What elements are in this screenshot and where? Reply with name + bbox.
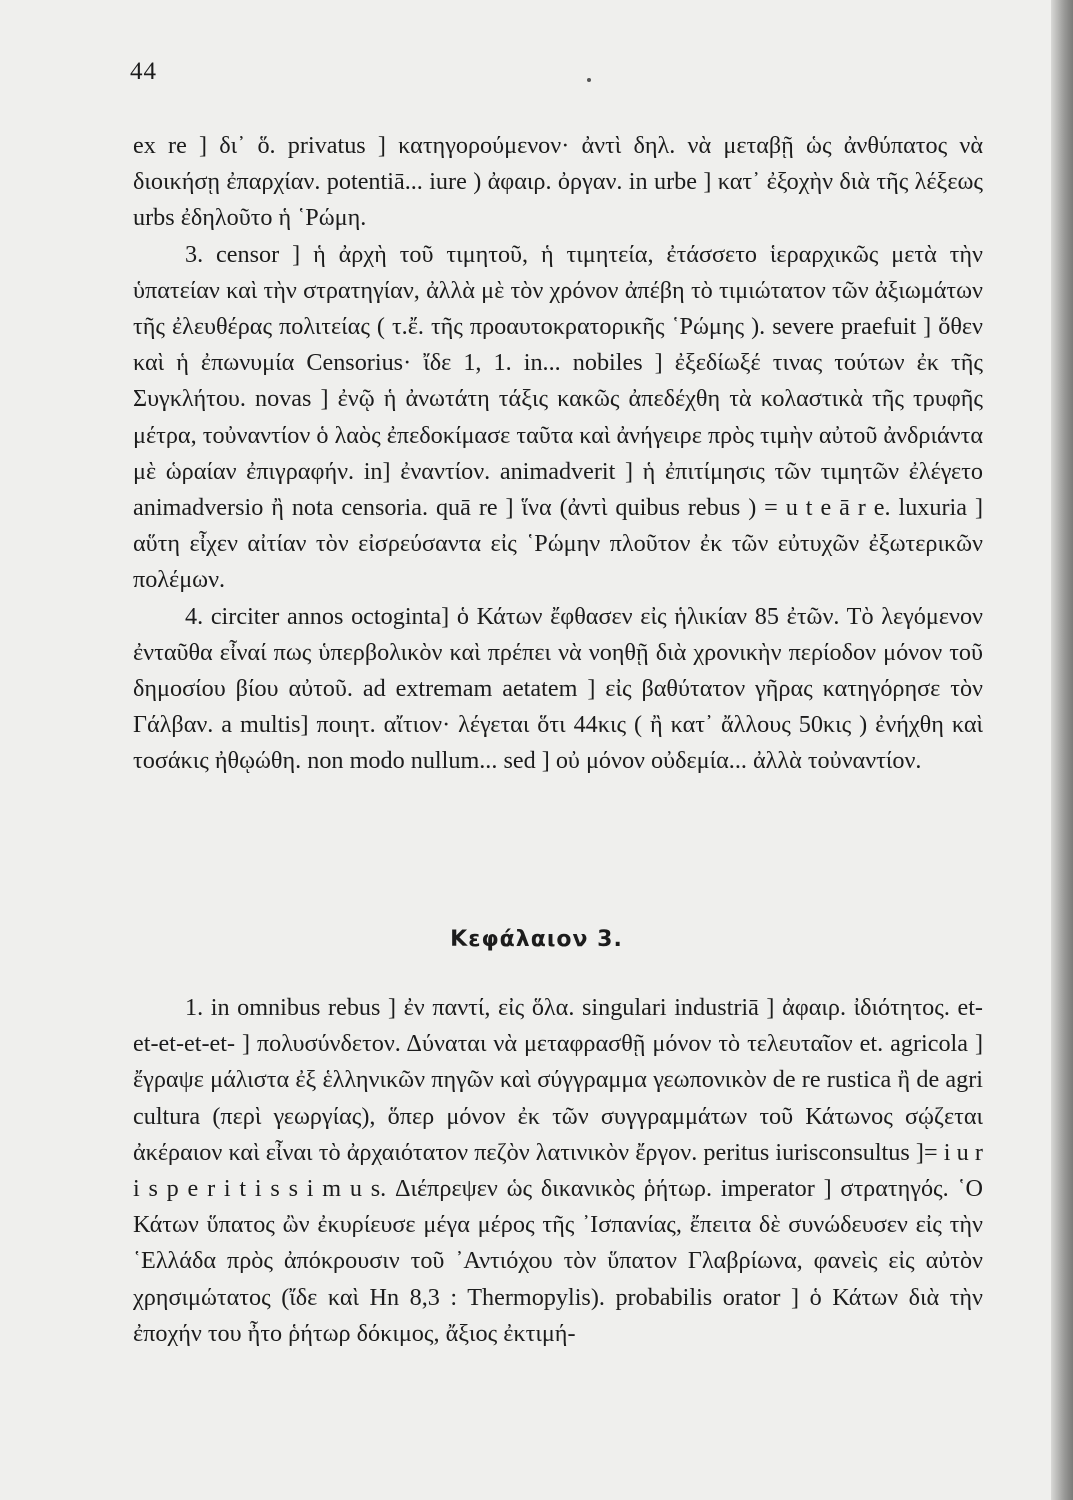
commentary-paragraph-4: 1. in omnibus rebus ] ἐν παντί, εἰς ὅλα. singulari industriā ] ἀφαιρ. ἰδιότητος. et-et-et-et-et- ] πολυσύνδετον. Δύναται νὰ μεταφρασθῇ μόνον τὸ τελευταῖον et. agricola ] ἔγραψε μάλιστα ἐξ ἑλληνικῶν πηγῶν καὶ σύγγραμμα γεωπονικὸν de re rustica ἢ de agri cultura (περὶ γεωργίας), ὅπερ μόνον ἐκ τῶν συγγραμμάτων τοῦ Κάτωνος σῴζεται ἀκέραιον καὶ εἶναι τὸ ἀρχαιότατον πεζὸν λατινικὸν ἔργον. peritus iurisconsultus ]= i u r i s p e r i t i s s i m u s. Διέπρεψεν ὡς δικανικὸς ῥήτωρ. imperator ] στρατηγός. ῾Ο Κάτων ὕπατος ὢν ἐκυρίευσε μέγα μέρος τῆς ᾿Ισπανίας, ἔπειτα δὲ συνώδευσεν εἰς τὴν ῾Ελλάδα πρὸς ἀπόκρουσιν τοῦ ᾿Αντιόχου τὸν ὕπατον Γλαβρίωνα, φανεὶς εἰς αὐτὸν χρησιμώτατος (ἴδε καὶ Hn 8,3 : Thermopylis). probabilis orator ] ὁ Κάτων διὰ τὴν ἐποχήν του ἦτο ῥήτωρ δόκιμος, ἄξιος ἐκτιμή- [133, 994, 983, 1347]
commentary-paragraph-2: 3. censor ] ἡ ἀρχὴ τοῦ τιμητοῦ, ἡ τιμητεία, ἐτάσσετο ἱεραρχικῶς μετὰ τὴν ὑπατείαν καὶ τὴν στρατηγίαν, ἀλλὰ μὲ τὸν χρόνον ἀπέβη τὸ τιμιώτατον τῶν ἀξιωμάτων τῆς ἐλευθέρας πολιτείας ( τ.ἔ. τῆς προαυτοκρατορικῆς ῾Ρώμης ). severe praefuit ] ὅθεν καὶ ἡ ἐπωνυμία Censorius· ἴδε 1, 1. in... nobiles ] ἐξεδίωξέ τινας τούτων ἐκ τῆς Συγκλήτου. novas ] ἐνῷ ἡ ἀνωτάτη τάξις κακῶς ἀπεδέχθη τὰ κολαστικὰ τῆς τρυφῆς μέτρα, τοὐναντίον ὁ λαὸς ἐπεδοκίμασε ταῦτα καὶ ἀνήγειρε πρὸς τιμὴν αὐτοῦ ἀνδριάντα μὲ ὡραίαν ἐπιγραφήν. in] ἐναντίον. animadverit ] ἡ ἐπιτίμησις τῶν τιμητῶν ἐλέγετο animadversio ἢ nota censoria. quā re ] ἵνα (ἀντὶ quibus rebus ) = u t e ā r e. luxuria ] αὕτη εἶχεν αἰτίαν τὸν εἰσρεύσαντα εἰς ῾Ρώμην πλοῦτον ἐκ τῶν εὐτυχῶν ἐξωτερικῶν πολέμων. [133, 240, 983, 594]
print-speck [587, 78, 591, 82]
commentary-paragraph-1: ex re ] δι᾽ ὅ. privatus ] κατηγορούμενον· ἀντὶ δηλ. νὰ μεταβῇ ὡς ἀνθύπατος νὰ διοικήσῃ ἐπαρχίαν. potentiā... iure ) ἀφαιρ. ὀργαν. in urbe ] κατ᾽ ἐξοχὴν διὰ τῆς λέξεως urbs ἐδηλοῦτο ἡ ῾Ρώμη. [133, 132, 983, 232]
commentary-section-1 [133, 128, 983, 780]
page-number: 44 [130, 58, 157, 85]
page-edge-shadow [1051, 0, 1073, 1500]
chapter-heading: Κεφάλαιον 3. [450, 927, 623, 952]
commentary-section-2 [133, 990, 983, 1352]
commentary-paragraph-3: 4. circiter annos octoginta] ὁ Κάτων ἔφθασεν εἰς ἡλικίαν 85 ἐτῶν. Τὸ λεγόμενον ἐνταῦθα εἶναί πως ὑπερβολικὸν καὶ πρέπει νὰ νοηθῇ διὰ χρονικὴν περίοδον μόνον τοῦ δημοσίου βίου αὐτοῦ. ad extremam aetatem ] εἰς βαθύτατον γῆρας κατηγόρησε τὸν Γάλβαν. a multis] ποιητ. αἴτιον· λέγεται ὅτι 44κις ( ἢ κατ᾽ ἄλλους 50κις ) ἐνήχθη καὶ τοσάκις ἠθῳώθη. non modo nullum... sed ] οὐ μόνον οὐδεμία... ἀλλὰ τοὐναντίον. [133, 602, 983, 775]
